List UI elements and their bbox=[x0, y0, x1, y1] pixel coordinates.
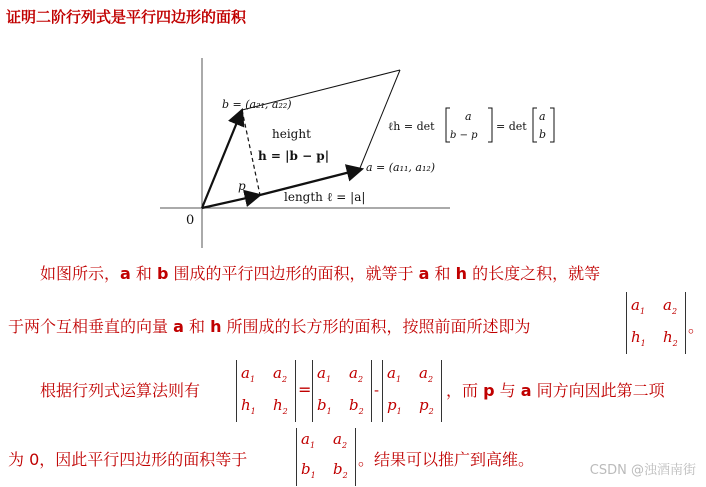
text: ，而 bbox=[446, 381, 484, 400]
text: 的长度之积，就等 bbox=[467, 264, 601, 283]
matrix1-top: a bbox=[465, 110, 472, 123]
paragraph-4-tail: 。结果可以推广到高维。 bbox=[358, 450, 535, 469]
matrix2-bottom: b bbox=[539, 128, 547, 141]
page-title: 证明二阶行列式是平行四边形的面积 bbox=[6, 8, 247, 26]
text: 和 bbox=[183, 317, 211, 336]
vector-b-ref: b bbox=[157, 264, 169, 283]
text: 围成的平行四边形的面积，就等于 bbox=[168, 264, 419, 283]
text: 与 bbox=[494, 381, 521, 400]
text: 如图所示， bbox=[40, 264, 121, 283]
h-label: h = |b − p| bbox=[258, 149, 330, 163]
determinant-a-b: $a_1$ $a_2$ $b_1$ $b_2$ bbox=[312, 360, 372, 422]
length-label: length ℓ = |a| bbox=[284, 190, 366, 204]
paragraph-4-lead: 为 0，因此平行四边形的面积等于 bbox=[8, 450, 248, 469]
vector-p bbox=[202, 195, 260, 208]
vector-a-ref: a bbox=[418, 264, 430, 283]
matrix1-bottom: b − p bbox=[450, 130, 478, 141]
a-label: a = (a₁₁, a₁₂) bbox=[366, 161, 436, 174]
vector-b bbox=[202, 110, 242, 208]
parallelogram-figure bbox=[150, 58, 570, 253]
matrix2-top: a bbox=[539, 110, 546, 123]
determinant-a-h-2: $a_1$ $a_2$ $h_1$ $h_2$ bbox=[236, 360, 296, 422]
watermark: CSDN @浊酒南街 bbox=[589, 463, 696, 478]
equals-sign: = bbox=[298, 380, 312, 399]
vector-a-ref: a bbox=[173, 317, 184, 336]
parallelogram-right bbox=[360, 70, 400, 168]
text: 于两个互相垂直的向量 bbox=[8, 317, 174, 336]
vector-h-ref: h bbox=[210, 317, 222, 336]
origin-label: 0 bbox=[186, 213, 195, 228]
height-label: height bbox=[272, 127, 311, 141]
determinant-a-b-result: $a_1$ $a_2$ $b_1$ $b_2$ bbox=[296, 428, 356, 486]
formula-eq: = det bbox=[496, 120, 527, 133]
formula-lh: ℓh = det bbox=[388, 120, 435, 133]
paragraph-3-lead: 根据行列式运算法则有 bbox=[40, 381, 201, 400]
paragraph-3-tail bbox=[446, 380, 665, 402]
paragraph-1 bbox=[40, 263, 600, 285]
vector-a-ref: a bbox=[120, 264, 131, 283]
p-label: p bbox=[238, 179, 246, 193]
paragraph-2 bbox=[8, 316, 531, 338]
b-label: b = (a₂₁, a₂₂) bbox=[222, 98, 292, 111]
vector-h-ref: h bbox=[455, 264, 468, 283]
text: 和 bbox=[130, 264, 157, 283]
text: 所围成的长方形的面积，按照前面所述即为 bbox=[221, 317, 531, 336]
vector-a-ref: a bbox=[520, 381, 532, 400]
text: 和 bbox=[429, 264, 456, 283]
text: 同方向因此第二项 bbox=[531, 381, 665, 400]
determinant-a-h: $a_1$ $a_2$ $h_1$ $h_2$ bbox=[626, 292, 686, 354]
determinant-a-p: $a_1$ $a_2$ $p_1$ $p_2$ bbox=[382, 360, 442, 422]
minus-sign: - bbox=[374, 383, 380, 399]
period: 。 bbox=[688, 317, 705, 336]
vector-p-ref: p bbox=[483, 381, 495, 400]
